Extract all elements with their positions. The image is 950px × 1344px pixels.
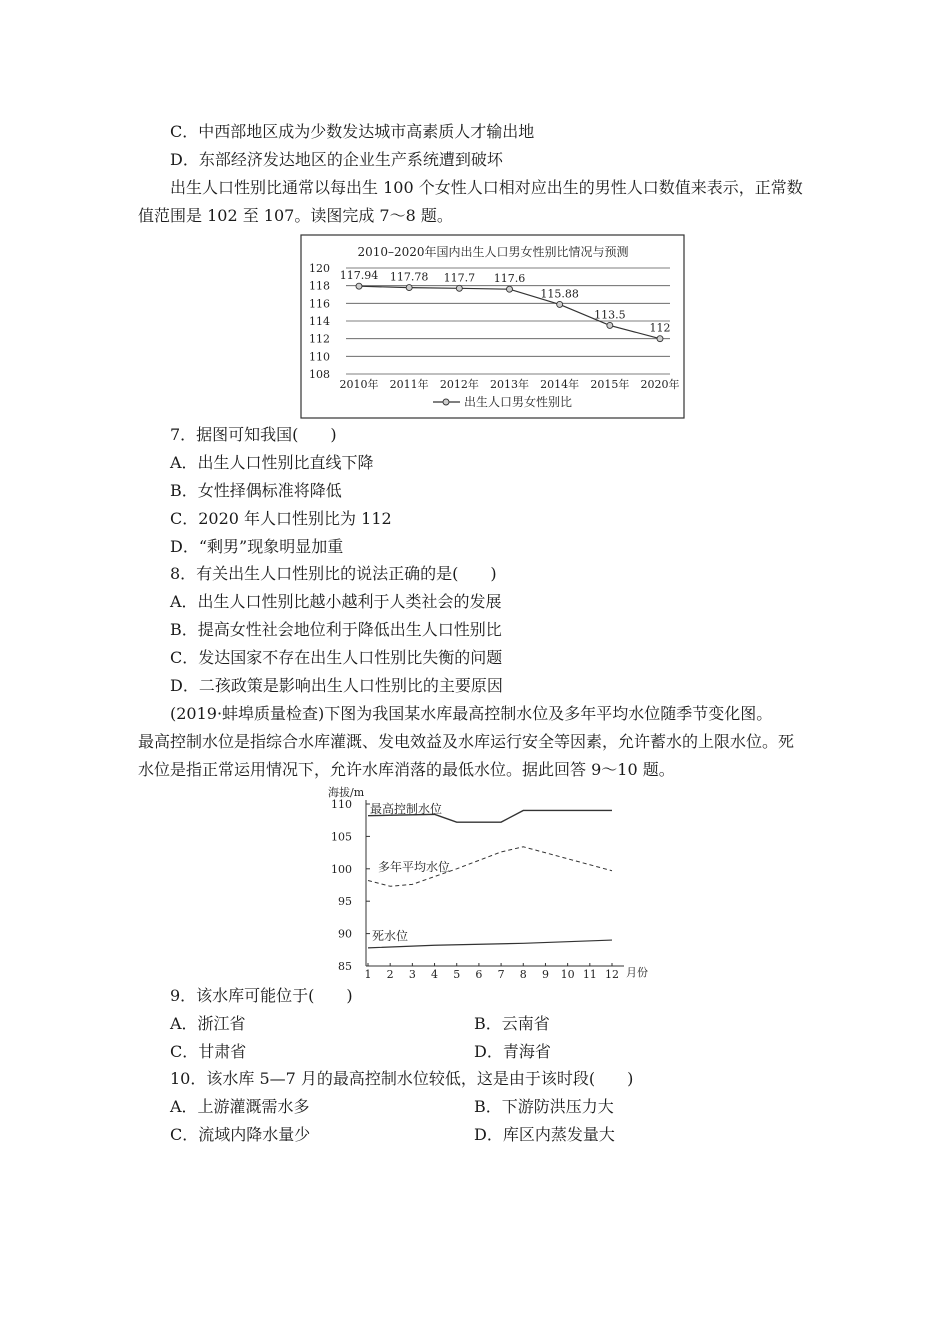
q7-stem: 7．据图可知我国( ) [170, 425, 337, 444]
y-tick-label: 110 [331, 798, 352, 811]
x-tick-label: 2014年 [540, 378, 580, 391]
sex-ratio-chart [300, 234, 686, 420]
x-tick-label: 11 [582, 968, 597, 981]
y-tick-label: 90 [338, 927, 352, 941]
y-tick-label: 105 [331, 830, 352, 844]
x-tick-label: 3 [408, 968, 416, 981]
intro-9-10-line1: (2019·蚌埠质量检查)下图为我国某水库最高控制水位及多年平均水位随季节变化图。 [170, 704, 773, 723]
data-label: 117.78 [389, 270, 429, 284]
q9-option-b: B．云南省 [474, 1014, 550, 1033]
water-level-chart [320, 782, 660, 982]
q9-option-c: C．甘肃省 [170, 1042, 247, 1061]
y-tick-label: 100 [331, 862, 352, 876]
q7-option-c: C．2020 年人口性别比为 112 [170, 509, 392, 528]
x-tick-label: 10 [560, 968, 575, 981]
x-tick-label: 2010年 [339, 378, 379, 391]
y-tick-label: 120 [309, 262, 330, 275]
x-tick-label: 12 [605, 968, 619, 981]
x-tick-label: 2020年 [640, 378, 680, 391]
x-tick-label: 2012年 [439, 378, 479, 391]
q6-option-c: C．中西部地区成为少数发达城市高素质人才输出地 [170, 122, 535, 141]
q8-option-b: B．提高女性社会地位利于降低出生人口性别比 [170, 620, 502, 639]
x-tick-label: 5 [453, 968, 461, 981]
q10-option-d: D．库区内蒸发量大 [474, 1125, 615, 1144]
data-label: 113.5 [594, 308, 626, 322]
legend-label: 出生人口男女性别比 [464, 395, 573, 409]
data-point [557, 301, 563, 307]
data-label: 117.94 [339, 269, 379, 283]
data-point [507, 286, 513, 292]
intro-7-8-line2: 值范围是 102 至 107。读图完成 7～8 题。 [138, 206, 453, 225]
data-point [657, 336, 663, 342]
q8-stem: 8．有关出生人口性别比的说法正确的是( ) [170, 564, 497, 583]
q9-option-a: A．浙江省 [170, 1014, 246, 1033]
average-level-label: 多年平均水位 [378, 860, 451, 874]
q8-option-d: D．二孩政策是影响出生人口性别比的主要原因 [170, 676, 503, 695]
x-tick-label: 1 [364, 968, 372, 981]
q8-option-c: C．发达国家不存在出生人口性别比失衡的问题 [170, 648, 503, 667]
q9-stem: 9．该水库可能位于( ) [170, 986, 353, 1005]
x-tick-label: 2 [386, 968, 394, 981]
q7-option-b: B．女性择偶标准将降低 [170, 481, 342, 500]
x-tick-label: 4 [431, 968, 439, 981]
y-tick-label: 118 [309, 279, 330, 293]
x-tick-label: 2013年 [490, 378, 529, 391]
q10-option-a: A．上游灌溉需水多 [170, 1097, 310, 1116]
data-label: 115.88 [540, 287, 579, 301]
q9-option-d: D．青海省 [474, 1042, 551, 1061]
x-tick-label: 8 [519, 968, 527, 981]
data-point [406, 285, 412, 291]
data-point [356, 283, 362, 289]
q8-option-a: A．出生人口性别比越小越利于人类社会的发展 [170, 592, 502, 611]
chart-title: 2010–2020年国内出生人口男女性别比情况与预测 [357, 245, 629, 259]
x-tick-label: 6 [475, 968, 483, 981]
q10-option-c: C．流域内降水量少 [170, 1125, 311, 1144]
y-tick-label: 85 [338, 960, 352, 973]
intro-9-10-line2: 最高控制水位是指综合水库灌溉、发电效益及水库运行安全等因素，允许蓄水的上限水位。死 [138, 732, 795, 751]
data-label: 117.7 [443, 271, 476, 285]
q10-option-b: B．下游防洪压力大 [474, 1097, 614, 1116]
q6-option-d: D．东部经济发达地区的企业生产系统遭到破坏 [170, 150, 503, 169]
y-tick-label: 112 [309, 332, 330, 346]
dead-level-label: 死水位 [372, 929, 409, 943]
intro-9-10-line3: 水位是指正常运用情况下，允许水库消落的最低水位。据此回答 9～10 题。 [138, 760, 675, 779]
x-tick-label: 9 [541, 968, 549, 981]
x-tick-label: 7 [497, 968, 505, 981]
x-axis-label: 月份 [626, 966, 648, 979]
intro-7-8-line1: 出生人口性别比通常以每出生 100 个女性人口相对应出生的男性人口数值来表示，正常数 [170, 178, 803, 197]
y-tick-label: 95 [338, 895, 352, 909]
y-tick-label: 108 [309, 368, 330, 381]
data-label: 112 [649, 321, 671, 335]
x-tick-label: 2015年 [590, 378, 630, 391]
data-point [456, 285, 462, 291]
q10-stem: 10．该水库 5—7 月的最高控制水位较低，这是由于该时段( ) [170, 1069, 634, 1088]
data-point [607, 322, 613, 328]
q7-option-a: A．出生人口性别比直线下降 [170, 453, 374, 472]
y-axis-label: 海拔/m [328, 786, 365, 799]
data-label: 117.6 [493, 272, 526, 286]
legend-marker [443, 399, 449, 405]
x-tick-label: 2011年 [389, 378, 429, 391]
y-tick-label: 114 [309, 315, 330, 328]
y-tick-label: 110 [309, 350, 330, 364]
max-control-level-label: 最高控制水位 [370, 802, 443, 816]
y-tick-label: 116 [309, 297, 330, 311]
q7-option-d: D．“剩男”现象明显加重 [170, 537, 344, 556]
